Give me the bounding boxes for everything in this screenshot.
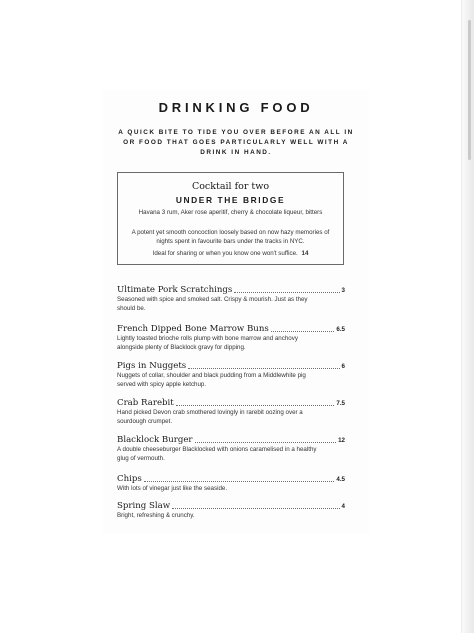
item-price: 12 — [338, 437, 345, 444]
item-name: Blacklock Burger — [117, 435, 193, 445]
leader-dots — [172, 508, 339, 509]
item-price: 4 — [341, 503, 345, 510]
leader-dots — [195, 442, 337, 443]
item-price: 3 — [341, 287, 345, 294]
item-description: Seasoned with spice and smoked salt. Crispy & mourish. Just as they should be. — [117, 296, 308, 312]
item-description: Lightly toasted brioche rolls plump with bone marrow and anchovy alongside plenty of Blacklock gravy for dipping. — [117, 335, 298, 351]
page-title: DRINKING FOOD — [158, 100, 314, 115]
leader-dots — [271, 331, 335, 332]
feature-ingredients: Havana 3 rum, Aker rose aperitif, cherry & chocolate liqueur, bitters — [138, 209, 323, 216]
scrollbar-thumb[interactable] — [468, 20, 471, 160]
item-name: Crab Rarebit — [117, 398, 174, 408]
intro-text: A QUICK BITE TO TIDE YOU OVER BEFORE AN ALL IN OR FOOD THAT GOES PARTICULARLY WELL WITH A DRINK IN HAND. — [118, 129, 354, 156]
feature-title: UNDER THE BRIDGE — [175, 195, 286, 205]
menu-item — [117, 361, 345, 389]
menu-item — [117, 435, 345, 463]
feature-note-text: Ideal for sharing or when you know one won't suffice. — [152, 250, 298, 257]
leader-dots — [176, 405, 335, 406]
item-name: Spring Slaw — [117, 501, 171, 511]
item-name: French Dipped Bone Marrow Buns — [117, 324, 269, 334]
feature-kicker: Cocktail for two — [191, 181, 270, 192]
menu-item — [117, 324, 345, 352]
item-description: Hand picked Devon crab smothered lovingly in rarebit oozing over a sourdough crumpet. — [117, 409, 303, 425]
leader-dots — [234, 292, 339, 293]
window-edge — [461, 0, 474, 633]
item-description: A double cheeseburger Blacklocked with onions caramelised in a healthy glug of vermouth. — [117, 446, 317, 462]
feature-cocktail-box — [117, 172, 344, 265]
menu-item — [117, 501, 345, 521]
leader-dots — [188, 368, 339, 369]
menu-item — [117, 285, 345, 313]
item-name: Pigs in Nuggets — [117, 361, 187, 371]
item-description: Bright, refreshing & crunchy. — [117, 512, 195, 519]
item-description: Nuggets of collar, shoulder and black pudding from a Middlewhite pig served with spicy apple ketchup. — [117, 372, 306, 388]
feature-note — [126, 250, 335, 259]
item-description: With lots of vinegar just like the seaside. — [117, 485, 228, 492]
item-price: 6 — [341, 363, 345, 370]
item-price: 7.5 — [336, 400, 345, 407]
menu-page — [103, 90, 369, 533]
menu-item — [117, 398, 345, 426]
item-price: 4.5 — [336, 476, 345, 483]
leader-dots — [144, 481, 335, 482]
feature-price: 14 — [301, 250, 309, 257]
item-name: Ultimate Pork Scratchings — [117, 285, 233, 295]
menu-item — [117, 474, 345, 494]
item-name: Chips — [117, 474, 142, 484]
feature-description: A potent yet smooth concoction loosely based on now hazy memories of nights spent in favourite bars under the tracks in NYC. — [131, 229, 330, 245]
item-price: 6.5 — [336, 326, 345, 333]
